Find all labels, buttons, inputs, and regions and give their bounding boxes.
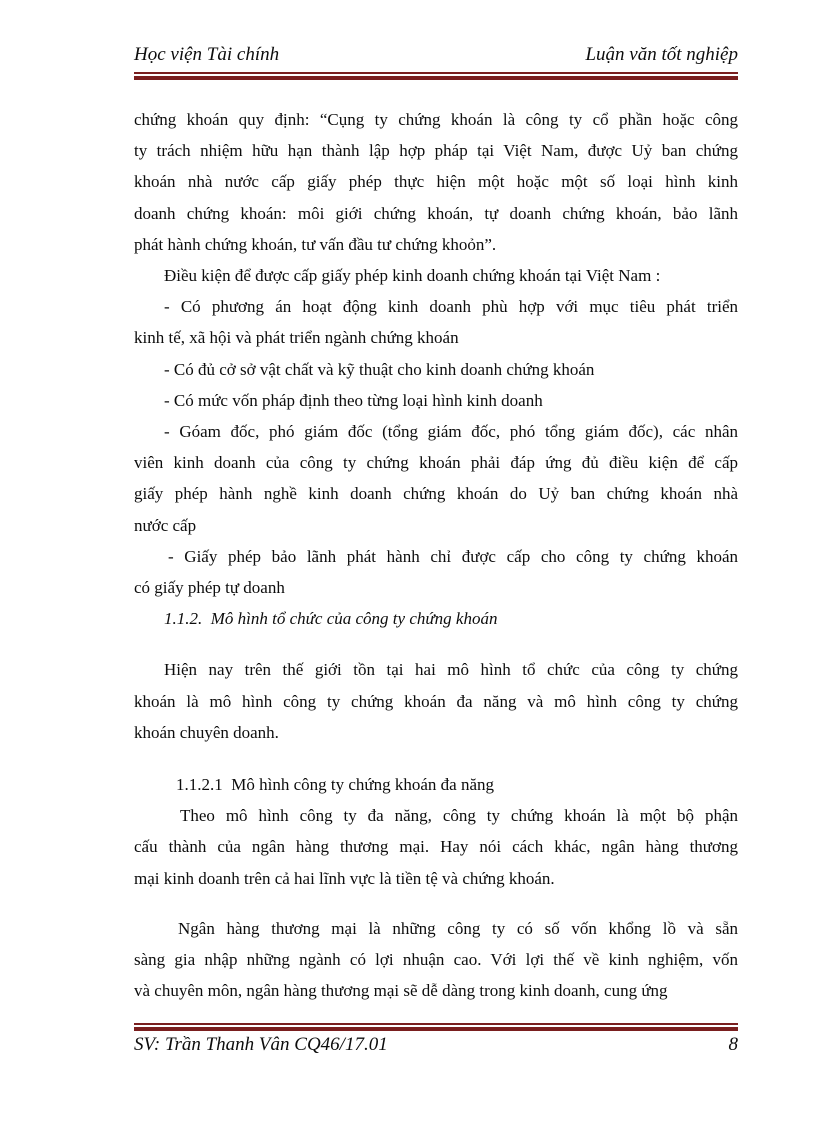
heading-1-1-2-1-line-1: 1.1.2.1 Mô hình công ty chứng khoán đa năng — [176, 775, 495, 795]
paragraph-condition-2 — [134, 354, 738, 385]
paragraph-definition — [134, 104, 738, 260]
paragraph-condition-5-line-2: có giấy phép tự doanh — [134, 578, 285, 598]
document-body — [134, 104, 738, 1006]
paragraph-commercial-banks-line-2: sàng gia nhập những ngành có lợi nhuận cao. Với lợi thế về kinh nghiệm, vốn — [134, 950, 738, 970]
paragraph-condition-1-line-1: - Có phương án hoạt động kinh doanh phù hợp với mục tiêu phát triển — [164, 297, 738, 317]
header-left-text: Học viện Tài chính — [134, 44, 280, 65]
heading-1-1-2-1 — [134, 769, 738, 800]
paragraph-multi-model-line-2: cấu thành của ngân hàng thương mại. Hay nói cách khác, ngân hàng thương — [134, 837, 738, 857]
paragraph-two-models-line-1: Hiện nay trên thế giới tồn tại hai mô hình tổ chức của công ty chứng — [164, 660, 738, 680]
header-right-text: Luận văn tốt nghiệp — [585, 44, 738, 65]
paragraph-condition-1 — [134, 291, 738, 353]
paragraph-multi-model — [134, 800, 738, 894]
footer-rule-thick-line — [134, 1027, 738, 1031]
footer-author-text: SV: Trần Thanh Vân CQ46/17.01 — [134, 1034, 388, 1055]
paragraph-two-models-line-2: khoán là mô hình công ty chứng khoán đa năng và mô hình công ty chứng — [134, 691, 738, 711]
paragraph-condition-4-line-2: viên kinh doanh của công ty chứng khoán phải đáp ứng đủ điều kiện để cấp — [134, 453, 738, 473]
paragraph-commercial-banks-line-3: và chuyên môn, ngân hàng thương mại sẽ dễ dàng trong kinh doanh, cung ứng — [134, 981, 668, 1001]
paragraph-condition-1-line-2: kinh tế, xã hội và phát triển ngành chứng khoán — [134, 328, 459, 348]
paragraph-definition-line-1: chứng khoán quy định: “Cụng ty chứng khoán là công ty cổ phần hoặc công — [134, 110, 738, 129]
paragraph-multi-model-line-3: mại kinh doanh trên cả hai lĩnh vực là tiền tệ và chứng khoán. — [134, 868, 555, 888]
paragraph-condition-5-line-1: - Giấy phép bảo lãnh phát hành chỉ được cấp cho công ty chứng khoán — [168, 546, 738, 566]
paragraph-condition-3 — [134, 385, 738, 416]
paragraph-condition-5 — [134, 541, 738, 603]
footer-rule — [134, 1023, 738, 1031]
paragraph-definition-line-5: phát hành chứng khoán, tư vấn đầu tư chứng khoỏn”. — [134, 234, 497, 254]
header-rule — [134, 72, 738, 80]
paragraph-multi-model-line-1: Theo mô hình công ty đa năng, công ty chứng khoán là một bộ phận — [180, 806, 738, 826]
paragraph-two-models-line-3: khoán chuyên doanh. — [134, 722, 279, 742]
paragraph-definition-line-2: ty trách nhiệm hữu hạn thành lập hợp pháp tại Việt Nam, được Uỷ ban chứng — [134, 141, 738, 161]
paragraph-commercial-banks-line-1: Ngân hàng thương mại là những công ty có số vốn khổng lồ và sẵn — [178, 918, 738, 938]
page-number: 8 — [728, 1034, 738, 1055]
header-rule-thick-line — [134, 76, 738, 80]
paragraph-condition-4-line-1: - Góam đốc, phó giám đốc (tổng giám đốc, phó tổng giám đốc), các nhân — [164, 422, 738, 442]
paragraph-commercial-banks — [134, 913, 738, 1007]
paragraph-condition-4-line-4: nước cấp — [134, 515, 197, 535]
paragraph-conditions-intro-line-1: Điều kiện để được cấp giấy phép kinh doanh chứng khoán tại Việt Nam : — [164, 266, 661, 286]
paragraph-conditions-intro — [134, 260, 738, 291]
paragraph-definition-line-3: khoán nhà nước cấp giấy phép thực hiện một hoặc một số loại hình kinh — [134, 172, 738, 192]
paragraph-condition-3-line-1: - Có mức vốn pháp định theo từng loại hình kinh doanh — [164, 390, 543, 410]
paragraph-two-models — [134, 654, 738, 748]
page-header — [134, 44, 738, 66]
page-footer — [134, 1034, 738, 1056]
heading-1-1-2 — [134, 603, 738, 634]
paragraph-condition-4 — [134, 416, 738, 541]
heading-1-1-2-line-1: 1.1.2. Mô hình tổ chức của công ty chứng khoán — [164, 609, 498, 629]
paragraph-condition-2-line-1: - Có đủ cở sở vật chất và kỹ thuật cho kinh doanh chứng khoán — [164, 359, 595, 379]
paragraph-definition-line-4: doanh chứng khoán: môi giới chứng khoán, tự doanh chứng khoán, bảo lãnh — [134, 203, 738, 223]
paragraph-condition-4-line-3: giấy phép hành nghề kinh doanh chứng khoán do Uỷ ban chứng khoán nhà — [134, 484, 738, 504]
